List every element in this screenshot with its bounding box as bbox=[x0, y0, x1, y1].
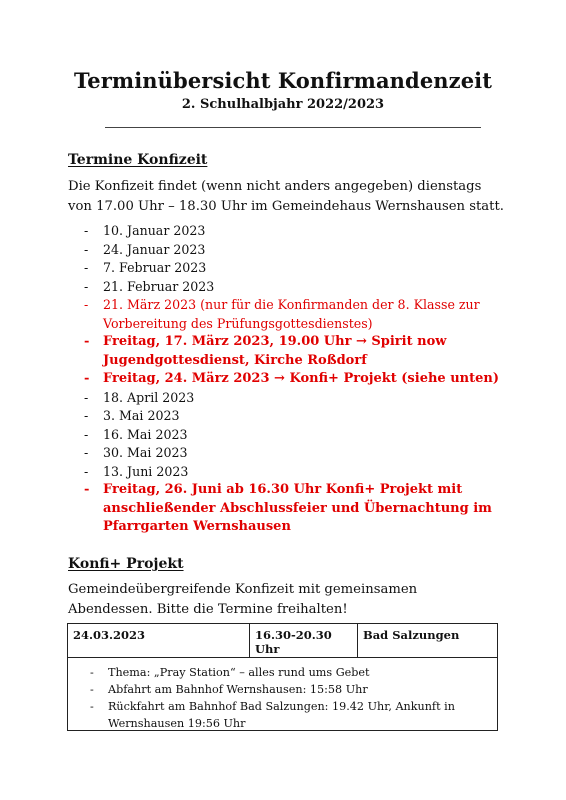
list-item: - 24. Januar 2023 bbox=[84, 241, 514, 260]
konfi-plus-intro: Gemeindeübergreifende Konfizeit mit gemeinsamen Abendessen. Bitte die Termine freihalten! bbox=[68, 582, 418, 617]
list-item: - 30. Mai 2023 bbox=[84, 444, 514, 463]
list-item: - 21. Februar 2023 bbox=[84, 278, 514, 297]
list-item: - Rückfahrt am Bahnhof Bad Salzungen: 19.42 Uhr, Ankunft in Wernshausen 19:56 Uhr bbox=[90, 698, 490, 732]
page-title: Terminübersicht Konfirmandenzeit bbox=[73, 68, 493, 93]
list-item: - 7. Februar 2023 bbox=[84, 259, 514, 278]
event-details-list bbox=[90, 664, 490, 732]
list-item: - Freitag, 17. März 2023, 19.00 Uhr → Spirit now Jugendgottesdienst, Kirche Roßdorf bbox=[84, 333, 514, 370]
list-item: - 10. Januar 2023 bbox=[84, 222, 514, 241]
list-item: - Thema: „Pray Station“ – alles rund ums Gebet bbox=[90, 664, 490, 681]
list-item: - Abfahrt am Bahnhof Wernshausen: 15:58 Uhr bbox=[90, 681, 490, 698]
termine-date-list bbox=[84, 222, 514, 537]
list-item: - Freitag, 26. Juni ab 16.30 Uhr Konfi+ Projekt mit anschließender Abschlussfeier und Übernachtung im Pfarrgarten Wernshausen bbox=[84, 481, 514, 537]
table-row bbox=[68, 624, 497, 658]
title-divider bbox=[105, 127, 481, 128]
konfi-plus-table bbox=[67, 623, 498, 731]
termine-heading: Termine Konfizeit bbox=[68, 152, 208, 168]
konfi-plus-heading: Konfi+ Projekt bbox=[68, 556, 184, 572]
event-time: 16.30-20.30 Uhr bbox=[250, 624, 358, 657]
list-item: - 21. März 2023 (nur für die Konfirmanden der 8. Klasse zur Vorbereitung des Prüfungsgottesdienstes) bbox=[84, 296, 514, 333]
list-item: - 16. Mai 2023 bbox=[84, 426, 514, 445]
list-item: - Freitag, 24. März 2023 → Konfi+ Projekt (siehe unten) bbox=[84, 370, 514, 389]
list-item: - 13. Juni 2023 bbox=[84, 463, 514, 482]
page-subtitle: 2. Schulhalbjahr 2022/2023 bbox=[181, 97, 385, 112]
event-place: Bad Salzungen bbox=[363, 628, 460, 642]
list-item: - 3. Mai 2023 bbox=[84, 407, 514, 426]
list-item: - 18. April 2023 bbox=[84, 389, 514, 408]
termine-intro: Die Konfizeit findet (wenn nicht anders angegeben) dienstags von 17.00 Uhr – 18.30 Uhr im Gemeindehaus Wernshausen statt. bbox=[68, 179, 504, 214]
event-date: 24.03.2023 bbox=[68, 624, 250, 657]
